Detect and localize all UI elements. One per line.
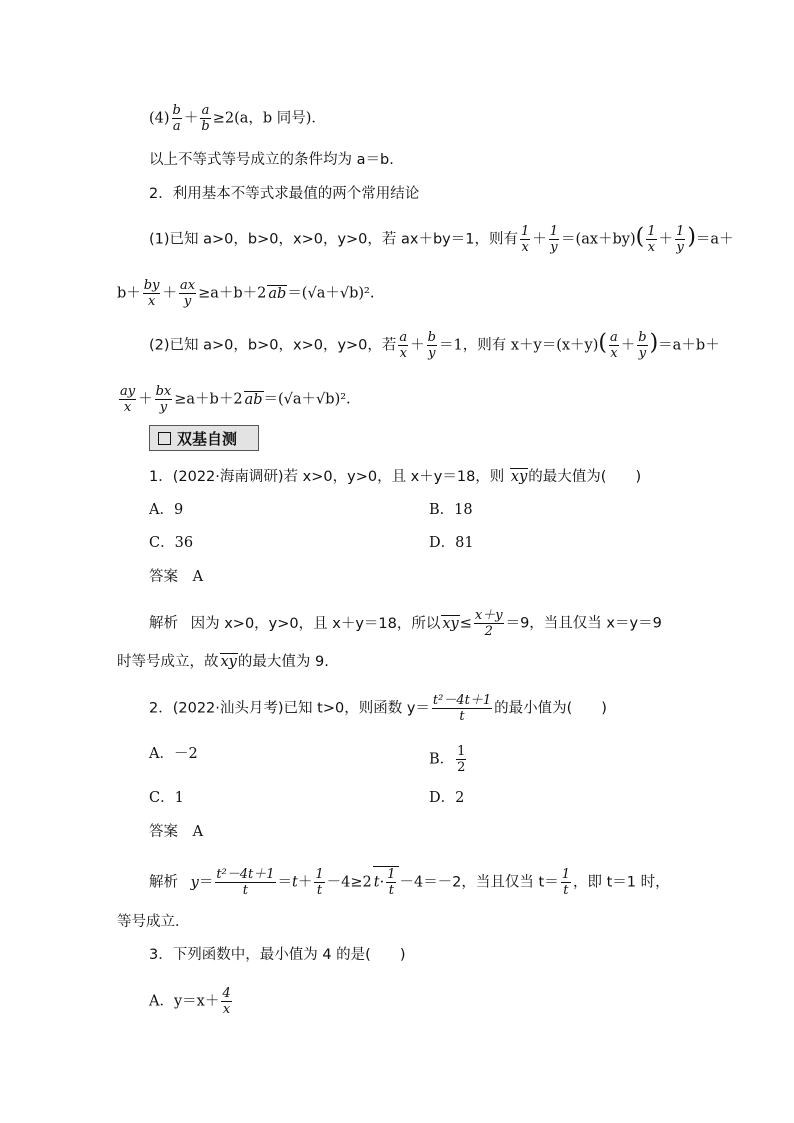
result-2-mid: ＝1，则有 x＋y＝(x＋y) [439, 337, 599, 354]
result-2-line2-mid: ≥a＋b＋2 [174, 391, 243, 408]
q1-analysis-line2: 时等号成立，故 xy的最大值为 9. [117, 654, 329, 670]
result-2-line1: (2)已知 a>0，b>0，x>0，y>0，若 $\frac{a}{x}$ ＋ $\frac{b}{y}$ ＝1，则有 x＋y＝(x＋y)( $\frac{a}{x}$ ＋ $\frac{b}{y}$ )＝a＋b＋ [149, 330, 720, 361]
result-1-line1: (1)已知 a>0，b>0，x>0，y>0，若 ax＋by＝1，则有 $\frac{1}{x}$ ＋ $\frac{1}{y}$ ＝(ax＋by)( $\frac{1}{x}$ ＋ $\frac{1}{y}$ )＝a＋ [149, 224, 734, 255]
question-2-text: 2．(2022·汕头月考)已知 t>0，则函数 y＝ [149, 700, 430, 717]
equality-condition: 以上不等式等号成立的条件均为 a＝b. [149, 152, 394, 168]
question-1-text: 1．(2022·海南调研)若 x>0，y>0，且 x＋y＝18，则 [149, 469, 505, 485]
q3-option-a-label: A．y＝x＋ [149, 993, 220, 1010]
q3-option-a[interactable]: A．y＝x＋ $\frac{4}{x}$ [149, 986, 231, 1017]
result-2-prefix: (2)已知 a>0，b>0，x>0，y>0，若 [149, 337, 397, 354]
q2-analysis-end: ＝－2，当且仅当 t＝ [423, 874, 559, 891]
q2-analysis-end2: ，即 t＝1 时， [573, 874, 670, 891]
section-header [149, 425, 259, 451]
q1-answer-row [149, 567, 203, 587]
q2-answer-row [149, 822, 203, 842]
question-2-tail: 的最小值为( ) [494, 700, 607, 717]
q2-option-c[interactable]: C．1 [149, 790, 184, 806]
q1-option-c[interactable]: C．36 [149, 535, 194, 551]
q1-analysis-c: 时等号成立，故 [117, 654, 219, 670]
q2-option-d[interactable]: D．2 [429, 790, 465, 806]
q1-analysis-b: ＝9，当且仅当 x＝y＝9 [505, 615, 662, 632]
result-2-square: ＝(√a＋√b)². [263, 391, 351, 408]
q1-option-b[interactable]: B．18 [429, 502, 473, 518]
q1-answer: A [192, 569, 204, 585]
result-1-end: ＝a＋ [695, 231, 734, 248]
q1-option-a[interactable]: A．9 [149, 502, 184, 518]
q2-option-b[interactable]: B． $\frac{1}{2}$ [429, 744, 466, 775]
answer-label-2: 答案 [149, 824, 178, 840]
q1-analysis-a: 因为 x>0，y>0，且 x＋y＝18，所以 [190, 615, 441, 632]
inequality-4-tail: ≥2(a，b 同号)． [212, 110, 326, 127]
result-1-line2: b＋ $\frac{by}{x}$ ＋ $\frac{ax}{y}$ ≥a＋b＋2 ab＝(√a＋√b)². [117, 278, 375, 309]
result-2-end: ＝a＋b＋ [658, 337, 720, 354]
result-1-square: ＝(√a＋√b)². [287, 285, 375, 302]
q2-analysis-line1: 解析 y＝ $\frac{\text{t²－4t＋1}}{t}$ ＝t＋ $\frac{1}{t}$ －4≥2 t· $\frac{1}{t}$ －4＝－2，当且仅当 t＝ $\frac{1}{t}$ ，即 t＝1 时， [149, 867, 670, 898]
result-1-line2-start: b＋ [117, 285, 141, 302]
result-1-mid: ＝(ax＋by) [561, 231, 636, 248]
section-header-label: 双基自测 [177, 429, 238, 448]
checkbox-icon [158, 432, 171, 445]
analysis-label-2: 解析 [149, 874, 178, 891]
result-2-line2: $\frac{ay}{x}$ ＋ $\frac{bx}{y}$ ≥a＋b＋2 ab＝(√a＋√b)². [120, 384, 351, 415]
q2-option-b-label: B． [429, 751, 455, 768]
question-1-tail: 的最大值为( ) [528, 469, 642, 485]
question-3-stem: 3．下列函数中，最小值为 4 的是( ) [149, 947, 406, 963]
analysis-label: 解析 [149, 615, 178, 632]
q2-option-a[interactable]: A．－2 [149, 746, 198, 762]
question-2-stem: 2．(2022·汕头月考)已知 t>0，则函数 y＝ $\frac{\text{t²－4t＋1}}{t}$ 的最小值为( ) [149, 693, 607, 724]
q1-analysis-d: 的最大值为 9. [237, 654, 329, 670]
q2-analysis-line2: 等号成立． [117, 914, 190, 930]
section-two-results: 2．利用基本不等式求最值的两个常用结论 [149, 186, 420, 202]
q1-option-d[interactable]: D．81 [429, 535, 474, 551]
q2-answer: A [192, 824, 204, 840]
result-1-prefix: (1)已知 a>0，b>0，x>0，y>0，若 ax＋by＝1，则有 [149, 231, 518, 248]
question-1-stem: 1．(2022·海南调研)若 x>0，y>0，且 x＋y＝18，则 xy的最大值为( ) [149, 469, 642, 485]
answer-label: 答案 [149, 569, 178, 585]
result-1-line2-mid: ≥a＋b＋2 [198, 285, 267, 302]
inequality-4: (4) $\frac{b}{a}$ ＋ $\frac{a}{b}$ ≥2(a，b 同号)． [149, 103, 326, 134]
q1-analysis-line1: 解析 因为 x>0，y>0，且 x＋y＝18，所以 xy≤ $\frac{x+y}{2}$ ＝9，当且仅当 x＝y＝9 [149, 608, 662, 639]
